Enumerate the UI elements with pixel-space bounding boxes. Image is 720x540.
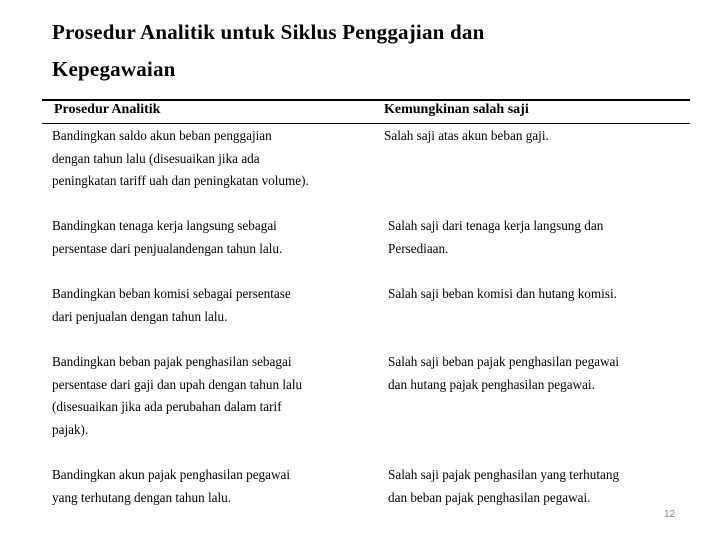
procedure-line: (disesuaikan jika ada perubahan dalam tarif — [52, 399, 282, 414]
misstatement-line: dan beban pajak penghasilan pegawai. — [388, 489, 591, 505]
procedure-line: yang terhutang dengan tahun lalu. — [52, 489, 232, 505]
procedure-line: peningkatan tariff uah dan peningkatan volume). — [52, 173, 309, 188]
procedure-cell — [52, 125, 382, 193]
header-procedure: Prosedur Analitik — [54, 102, 161, 117]
procedure-line: dengan tahun lalu (disesuaikan jika ada — [52, 150, 260, 166]
procedure-line: dari penjualan dengan tahun lalu. — [52, 308, 228, 324]
analytical-procedures-table — [42, 99, 690, 513]
procedure-cell — [52, 464, 382, 509]
header-misstatement: Kemungkinan salah saji — [384, 102, 529, 117]
procedure-line: persentase dari gaji dan upah dengan tahun lalu — [52, 376, 303, 392]
misstatement-line: Persediaan. — [388, 240, 449, 256]
misstatement-line: Salah saji beban komisi dan hutang komisi. — [388, 286, 617, 301]
procedure-line: pajak). — [52, 421, 89, 437]
table-row — [42, 215, 690, 283]
table-header-rule — [42, 123, 690, 124]
procedure-cell — [52, 351, 382, 441]
procedure-line: Bandingkan akun pajak penghasilan pegawai — [52, 467, 291, 482]
page-title-line-2: Kepegawaian — [52, 57, 176, 81]
misstatement-cell — [388, 351, 688, 396]
misstatement-line: Salah saji beban pajak penghasilan pegawai — [388, 354, 620, 369]
page-number: 12 — [664, 509, 676, 520]
procedure-line: Bandingkan beban pajak penghasilan sebagai — [52, 354, 292, 369]
misstatement-line: Salah saji atas akun beban gaji. — [384, 128, 549, 143]
procedure-line: Bandingkan saldo akun beban penggajian — [52, 128, 272, 143]
procedure-line: Bandingkan beban komisi sebagai persentase — [52, 286, 291, 301]
table-row — [42, 351, 690, 464]
misstatement-cell — [388, 283, 688, 306]
table-row — [42, 464, 690, 514]
procedure-cell — [52, 283, 382, 328]
table-row — [42, 283, 690, 351]
procedure-line: persentase dari penjualandengan tahun lalu. — [52, 240, 283, 256]
procedure-cell — [52, 215, 382, 260]
misstatement-cell — [388, 215, 688, 260]
procedure-line: Bandingkan tenaga kerja langsung sebagai — [52, 218, 277, 233]
misstatement-cell — [388, 464, 688, 509]
page-title-line-1: Prosedur Analitik untuk Siklus Penggajian dan — [52, 20, 485, 44]
page-title — [52, 14, 672, 88]
misstatement-line: dan hutang pajak penghasilan pegawai. — [388, 376, 595, 392]
table-header — [42, 101, 690, 123]
misstatement-cell — [384, 125, 684, 148]
misstatement-line: Salah saji pajak penghasilan yang terhutang — [388, 467, 620, 482]
table-row — [42, 125, 690, 215]
misstatement-line: Salah saji dari tenaga kerja langsung dan — [388, 218, 604, 233]
